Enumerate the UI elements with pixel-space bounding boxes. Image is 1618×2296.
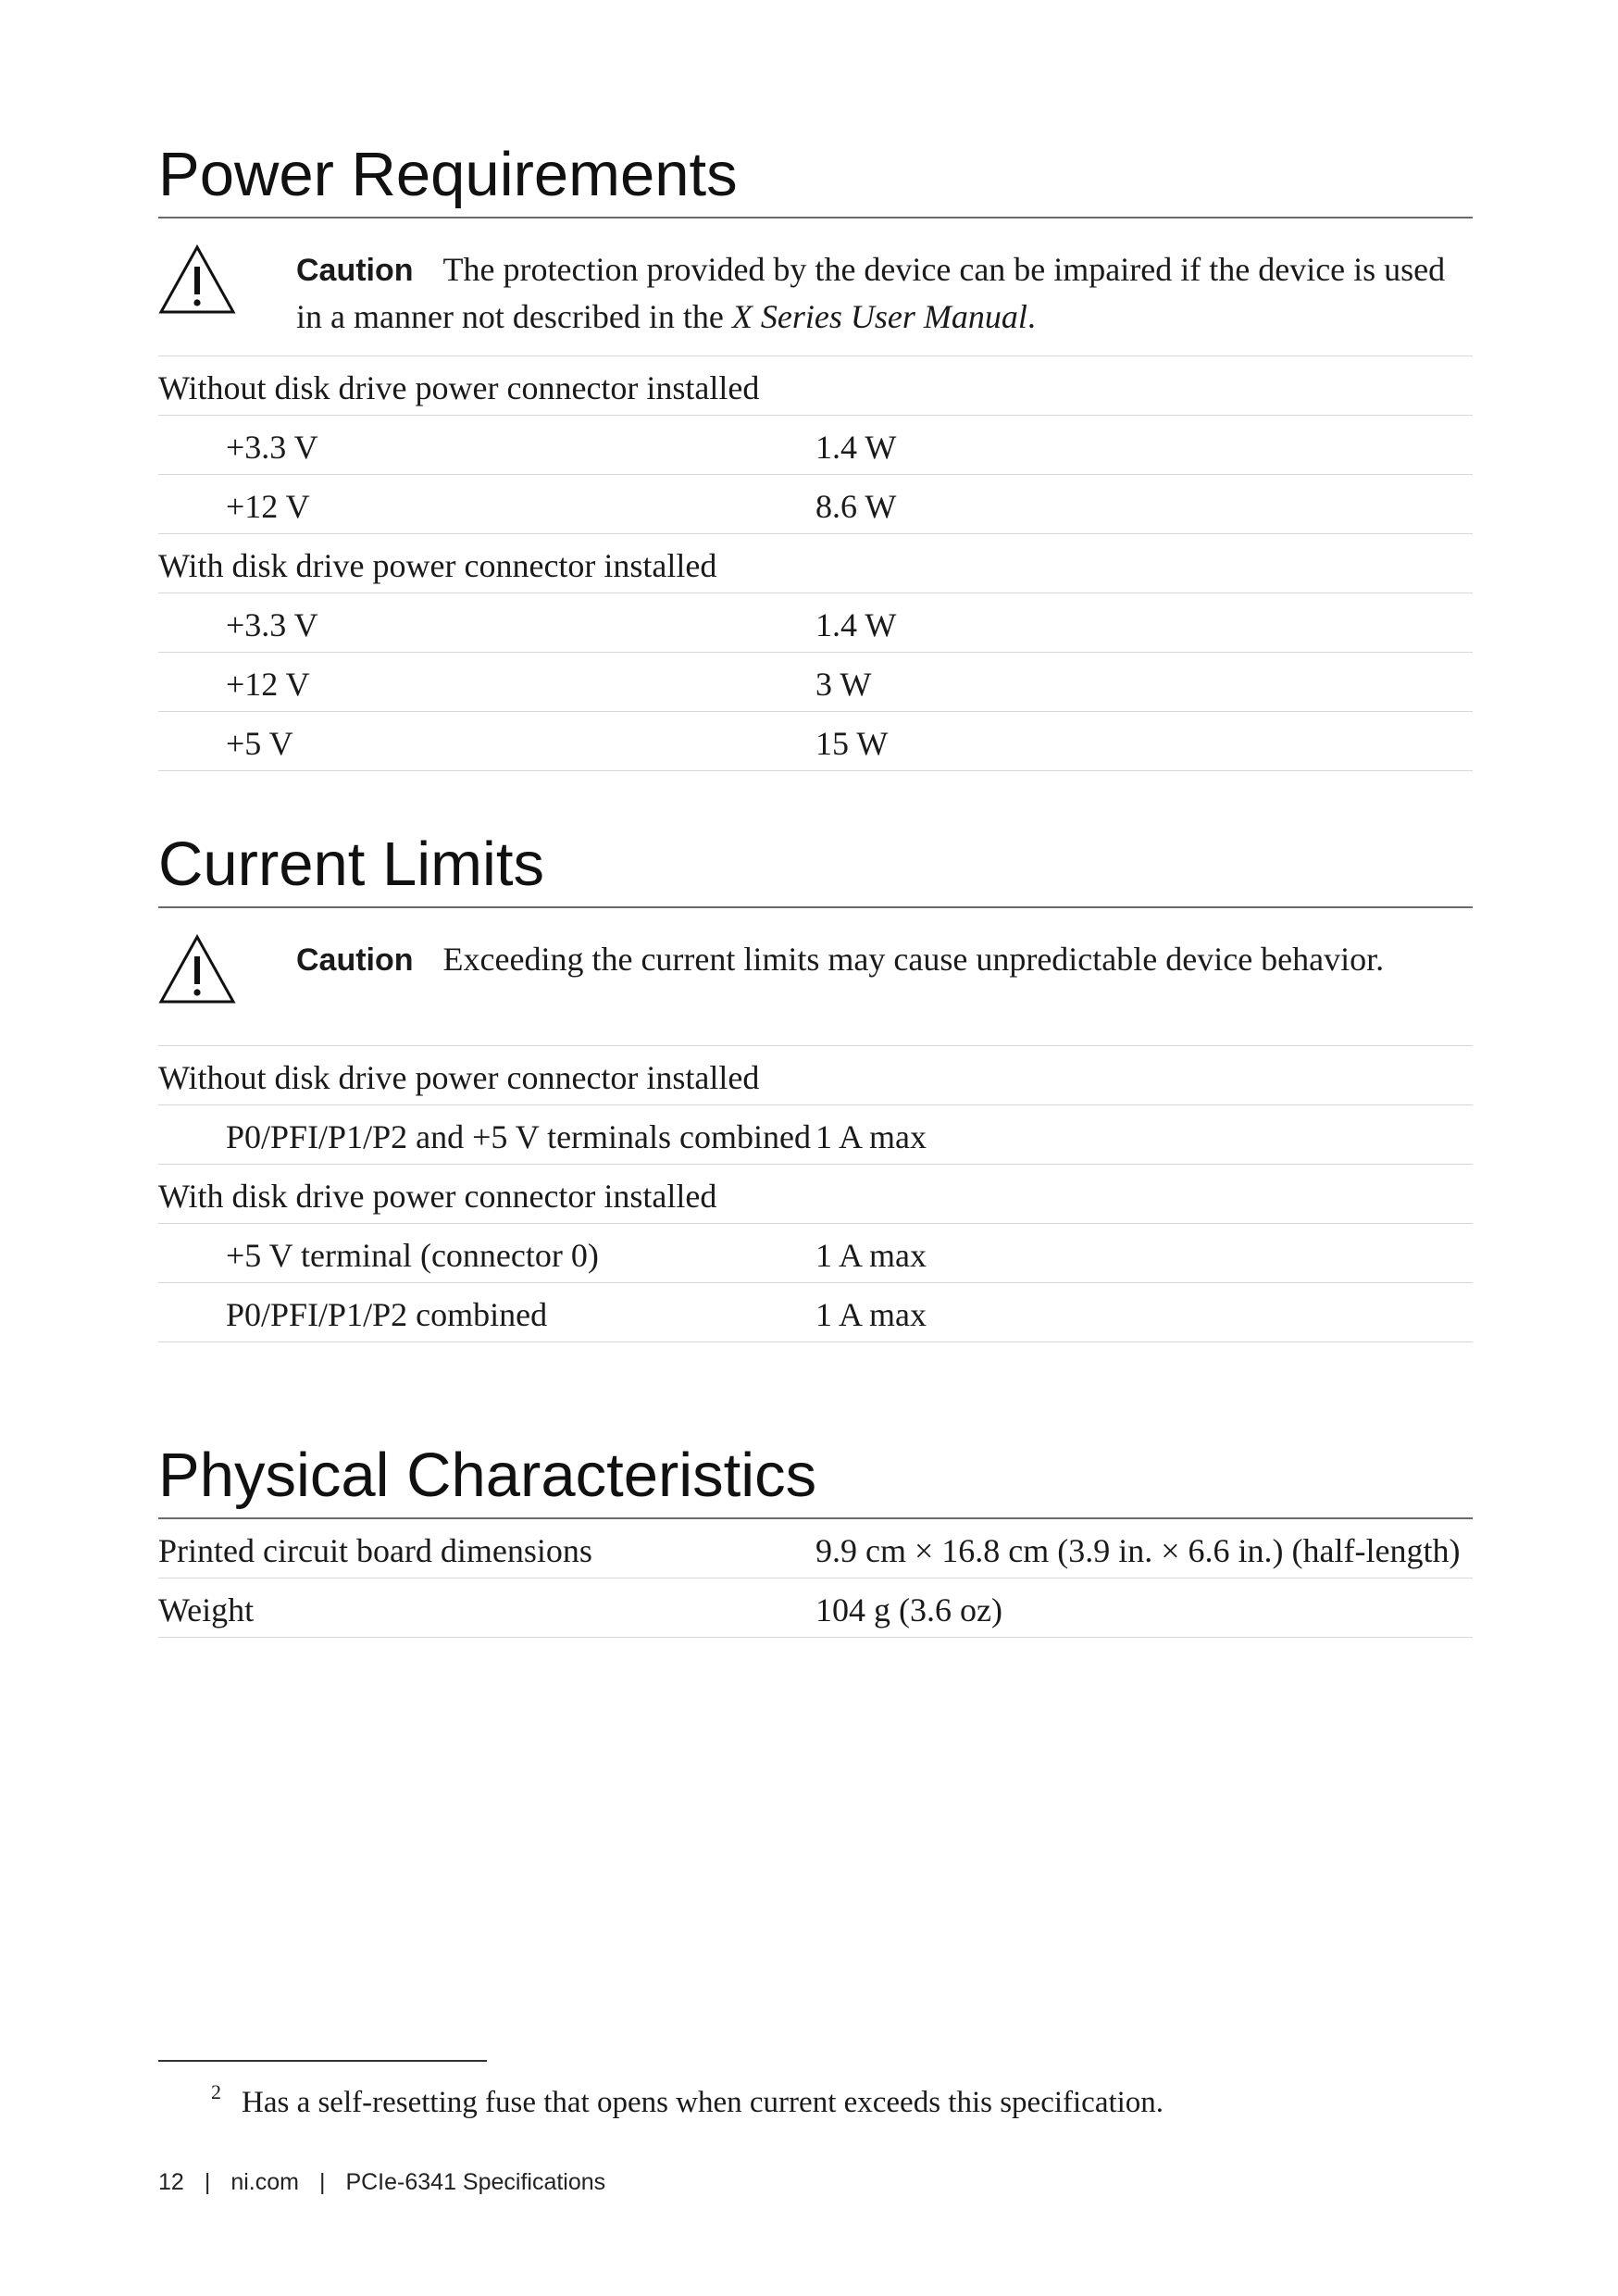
spec-label: +12 V: [226, 488, 310, 525]
spec-value: 104 g (3.6 oz): [815, 1591, 1002, 1628]
caution-text: [296, 246, 1472, 340]
spec-label: +5 V: [226, 725, 293, 762]
spec-label: P0/PFI/P1/P2 combined: [226, 1296, 548, 1333]
spec-label: +3.3 V: [226, 606, 318, 643]
caution-text-main: Exceeding the current limits may cause unpredictable device behavior.: [442, 941, 1385, 978]
caution-label: Caution: [296, 942, 414, 978]
spec-row: [158, 1224, 1473, 1283]
caution-box: [158, 218, 1473, 356]
footnote-number: 2: [211, 2080, 221, 2103]
spec-label: Printed circuit board dimensions: [158, 1532, 592, 1569]
spec-value: 1 A max: [815, 1237, 927, 1274]
spec-row: [158, 416, 1473, 475]
page-footer: [158, 2169, 605, 2196]
section-title: Power Requirements: [158, 144, 1473, 218]
spec-value: 8.6 W: [815, 488, 897, 525]
section-power-requirements: [158, 140, 1473, 771]
footnote-text: Has a self-resetting fuse that opens when current exceeds this specification.: [242, 2086, 1164, 2119]
spec-value: 1.4 W: [815, 606, 897, 643]
caution-warning-icon: [158, 934, 236, 1004]
section-current-limits: [158, 830, 1473, 1342]
spec-label: Without disk drive power connector installed: [158, 369, 760, 406]
spec-row: [158, 712, 1473, 771]
section-title: Current Limits: [158, 833, 1473, 908]
section-physical-characteristics: [158, 1441, 1473, 1638]
spec-value: 9.9 cm × 16.8 cm (3.9 in. × 6.6 in.) (half-length): [815, 1532, 1461, 1569]
spec-row: [158, 1165, 1473, 1224]
spec-value: 3 W: [815, 666, 872, 703]
footnote: [211, 2072, 1164, 2123]
spec-label: Without disk drive power connector installed: [158, 1059, 760, 1096]
spec-label: +12 V: [226, 666, 310, 703]
spec-row: [158, 1105, 1473, 1165]
spec-row: [158, 653, 1473, 712]
spec-row: [158, 1519, 1473, 1578]
spec-label: Weight: [158, 1591, 255, 1628]
spec-value: 1 A max: [815, 1118, 927, 1155]
spec-value: 1 A max: [815, 1296, 927, 1333]
spec-value: 1.4 W: [815, 429, 897, 466]
spec-row: [158, 1578, 1473, 1638]
caution-text-end: .: [1027, 298, 1036, 335]
footer-separator: |: [318, 2169, 326, 2195]
footer-separator: |: [204, 2169, 211, 2195]
caution-label: Caution: [296, 253, 414, 288]
caution-text-main: The protection provided by the device can be impaired if the device is used in a manner not described in the: [296, 251, 1446, 335]
spec-value: 15 W: [815, 725, 889, 762]
spec-label: With disk drive power connector installed: [158, 1178, 717, 1215]
section-title: Physical Characteristics: [158, 1444, 1473, 1519]
spec-label: With disk drive power connector installed: [158, 547, 717, 584]
footer-site-link[interactable]: ni.com: [230, 2169, 299, 2195]
spec-row: [158, 1283, 1473, 1342]
caution-box: [158, 908, 1473, 1046]
caution-text: [296, 936, 1472, 983]
spec-label: +3.3 V: [226, 429, 318, 466]
caution-text-italic: X Series User Manual: [731, 298, 1027, 335]
spec-row: [158, 1046, 1473, 1105]
spec-row: [158, 534, 1473, 593]
footer-document-title: PCIe-6341 Specifications: [345, 2169, 606, 2195]
spec-row: [158, 475, 1473, 534]
spec-row: [158, 593, 1473, 653]
spec-row: [158, 356, 1473, 416]
spec-label: +5 V terminal (connector 0): [226, 1237, 599, 1274]
footnote-divider: [158, 2060, 487, 2062]
spec-label: P0/PFI/P1/P2 and +5 V terminals combined: [226, 1118, 812, 1155]
caution-warning-icon: [158, 244, 236, 315]
page-number: 12: [158, 2169, 184, 2195]
